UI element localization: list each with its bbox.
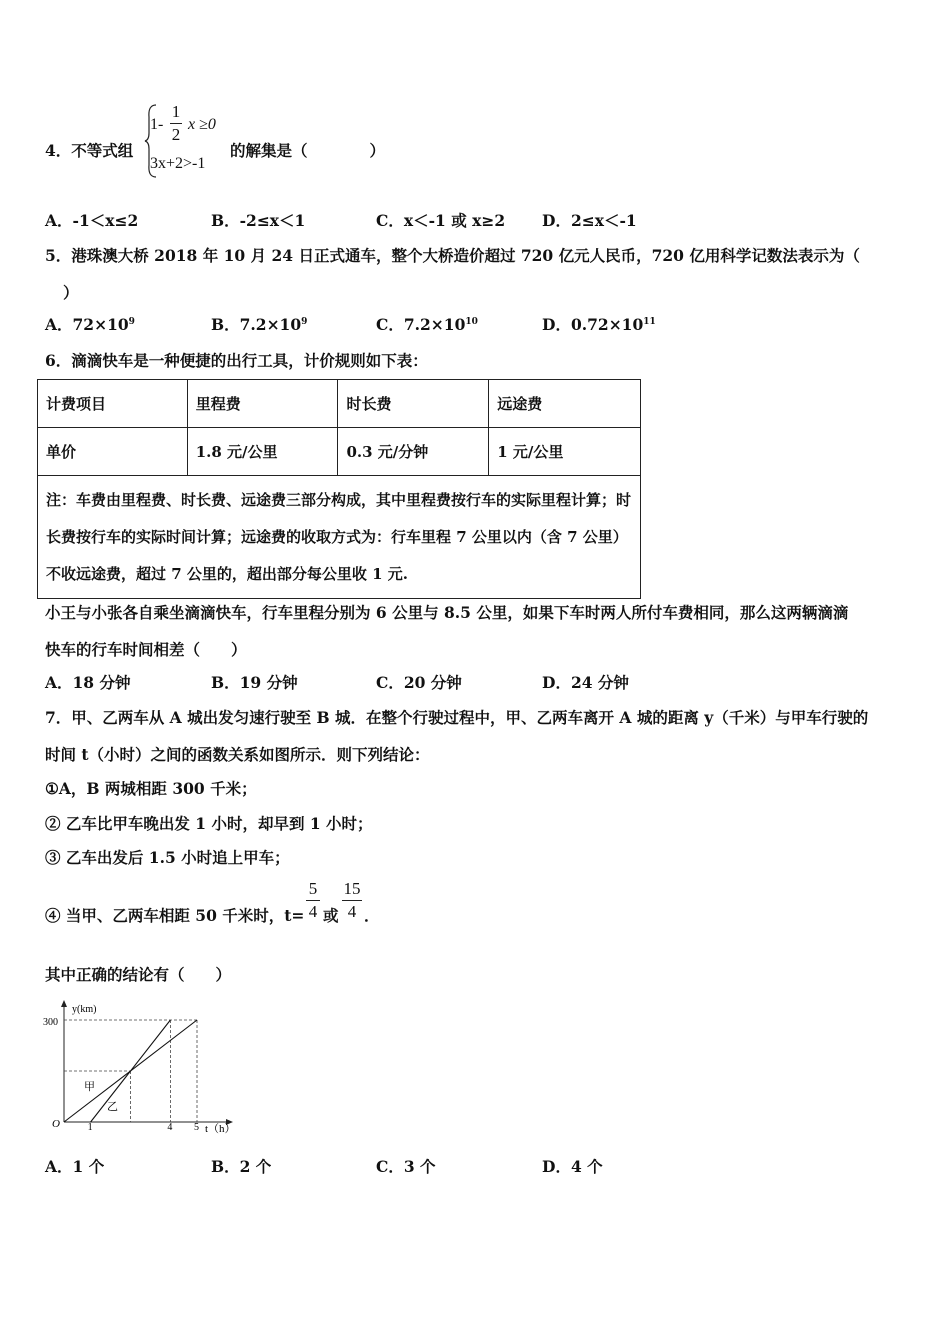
q7-conclusion-3: ③ 乙车出发后 1.5 小时追上甲车；: [45, 848, 290, 867]
fee-table-cell: 0.3 元/分钟: [338, 428, 489, 476]
q7-option-c[interactable]: C．3 个: [376, 1157, 436, 1176]
fee-table-header: 时长费: [338, 380, 489, 428]
q7-c4-prefix: ④ 当甲、乙两车相距 50 千米时，t=: [45, 906, 305, 925]
q7-fraction-15-4: [342, 879, 362, 922]
q7-c4-or: 或: [323, 906, 339, 925]
q7-stem-line1: 7．甲、乙两车从 A 城出发匀速行驶至 B 城．在整个行驶过程中，甲、乙两车离开 A 城的距离 y（千米）与甲车行驶的: [45, 708, 869, 727]
q4-frac-numerator: 1: [171, 102, 181, 121]
q7-option-d[interactable]: D．4 个: [542, 1157, 603, 1176]
graph-series-yi-label: 乙: [107, 1101, 118, 1113]
graph-y-arrow-icon: [61, 1000, 67, 1007]
fee-table-cell: 1 元/公里: [489, 428, 641, 476]
graph-origin-label: O: [52, 1118, 60, 1130]
q4-inequality-system: [144, 103, 240, 179]
q4-number: 4．: [45, 141, 72, 160]
q4-ineq1-fraction: [170, 102, 182, 145]
q5-option-a-exp: 9: [128, 317, 135, 327]
q6-option-a[interactable]: A．18 分钟: [45, 673, 131, 692]
graph-x-tick-1: 1: [87, 1122, 93, 1133]
q7-option-b[interactable]: B．2 个: [211, 1157, 272, 1176]
q5-option-d-base: D．0.72×10: [542, 315, 644, 334]
q7-fraction-5-4: [306, 879, 320, 922]
graph-series-jia-label: 甲: [84, 1081, 95, 1093]
q5-option-b[interactable]: [211, 313, 307, 335]
q7-conclusion-1: ①A，B 两城相距 300 千米；: [45, 779, 257, 798]
q4-option-c[interactable]: C．x＜-1 或 x≥2: [376, 211, 506, 230]
graph-x-tick-4: 4: [167, 1122, 173, 1133]
q4-stem: [45, 139, 133, 161]
q4-option-b[interactable]: B．-2≤x＜1: [211, 211, 306, 230]
q7-conclusion-4: [45, 904, 304, 926]
fee-table-note: 注：车费由里程费、时长费、远途费三部分构成，其中里程费按行车的实际里程计算；时长费按行车的实际时间计算；远途费的收取方式为：行车里程 7 公里以内（含 7 公里）不收远途费，超过 7 公里的，超出部分每公里收 1 元.: [38, 476, 641, 599]
graph-x-tick-5: 5: [194, 1122, 199, 1133]
q7-frac1-denominator: 4: [308, 902, 318, 921]
q5-option-b-base: B．7.2×10: [211, 315, 302, 334]
q5-option-a[interactable]: [45, 313, 135, 335]
q4-stem-text: 不等式组: [71, 141, 134, 160]
fee-table-header-row: [38, 380, 641, 428]
q7-frac2-numerator: 15: [343, 879, 361, 898]
q4-ineq1-left: 1-: [150, 116, 164, 133]
q6-option-d[interactable]: D．24 分钟: [542, 673, 629, 692]
q5-option-a-base: A．72×10: [45, 315, 129, 334]
q5-option-c-base: C．7.2×10: [376, 315, 466, 334]
q7-conclusion-2: ② 乙车比甲车晚出发 1 小时，却早到 1 小时；: [45, 814, 373, 833]
q4-option-d[interactable]: D．2≤x＜-1: [542, 211, 637, 230]
q5-stem-line2: ）: [63, 283, 79, 302]
fee-table-header: 计费项目: [38, 380, 188, 428]
q4-option-a[interactable]: A．-1＜x≤2: [45, 211, 139, 230]
q4-frac-denominator: 2: [171, 125, 181, 144]
fee-table-header: 里程费: [187, 380, 338, 428]
q6-option-c[interactable]: C．20 分钟: [376, 673, 462, 692]
q7-c4-end: ．: [364, 906, 380, 925]
q4-tail: 的解集是（ ）: [230, 141, 386, 160]
graph-y-label: y(km): [72, 1004, 97, 1015]
q6-stem: 6．滴滴快车是一种便捷的出行工具，计价规则如下表：: [45, 351, 428, 370]
fee-table-cell: 1.8 元/公里: [187, 428, 338, 476]
q5-option-c[interactable]: [376, 313, 478, 335]
q6-body-line2: 快车的行车时间相差（ ）: [45, 640, 247, 659]
q6-body-line1: 小王与小张各自乘坐滴滴快车，行车里程分别为 6 公里与 8.5 公里，如果下车时两人所付车费相同，那么这两辆滴滴: [45, 603, 849, 622]
q7-frac2-denominator: 4: [347, 902, 357, 921]
graph-y-tick-300: 300: [43, 1017, 58, 1028]
q5-option-d[interactable]: [542, 313, 656, 335]
q7-frac1-numerator: 5: [308, 879, 318, 898]
graph-x-label: t（h）: [205, 1123, 236, 1135]
fee-table-header: 远途费: [489, 380, 641, 428]
fee-table: [37, 379, 641, 599]
q7-stem-line2: 时间 t（小时）之间的函数关系如图所示．则下列结论：: [45, 745, 430, 764]
q5-option-b-exp: 9: [301, 317, 308, 327]
q5-option-d-exp: 11: [643, 317, 656, 327]
q5-option-c-exp: 10: [465, 317, 478, 327]
fee-table-row: [38, 428, 641, 476]
q7-question: 其中正确的结论有（ ）: [45, 965, 232, 984]
q6-option-b[interactable]: B．19 分钟: [211, 673, 298, 692]
q7-distance-time-graph: [40, 998, 245, 1138]
q4-ineq1-right: x ≥0: [188, 116, 216, 133]
q7-option-a[interactable]: A．1 个: [45, 1157, 105, 1176]
q5-stem-line1: 5．港珠澳大桥 2018 年 10 月 24 日正式通车，整个大桥造价超过 720 亿元人民币，720 亿用科学记数法表示为（: [45, 246, 860, 265]
q4-ineq2: 3x+2>-1: [150, 155, 206, 172]
fee-table-cell: 单价: [38, 428, 188, 476]
